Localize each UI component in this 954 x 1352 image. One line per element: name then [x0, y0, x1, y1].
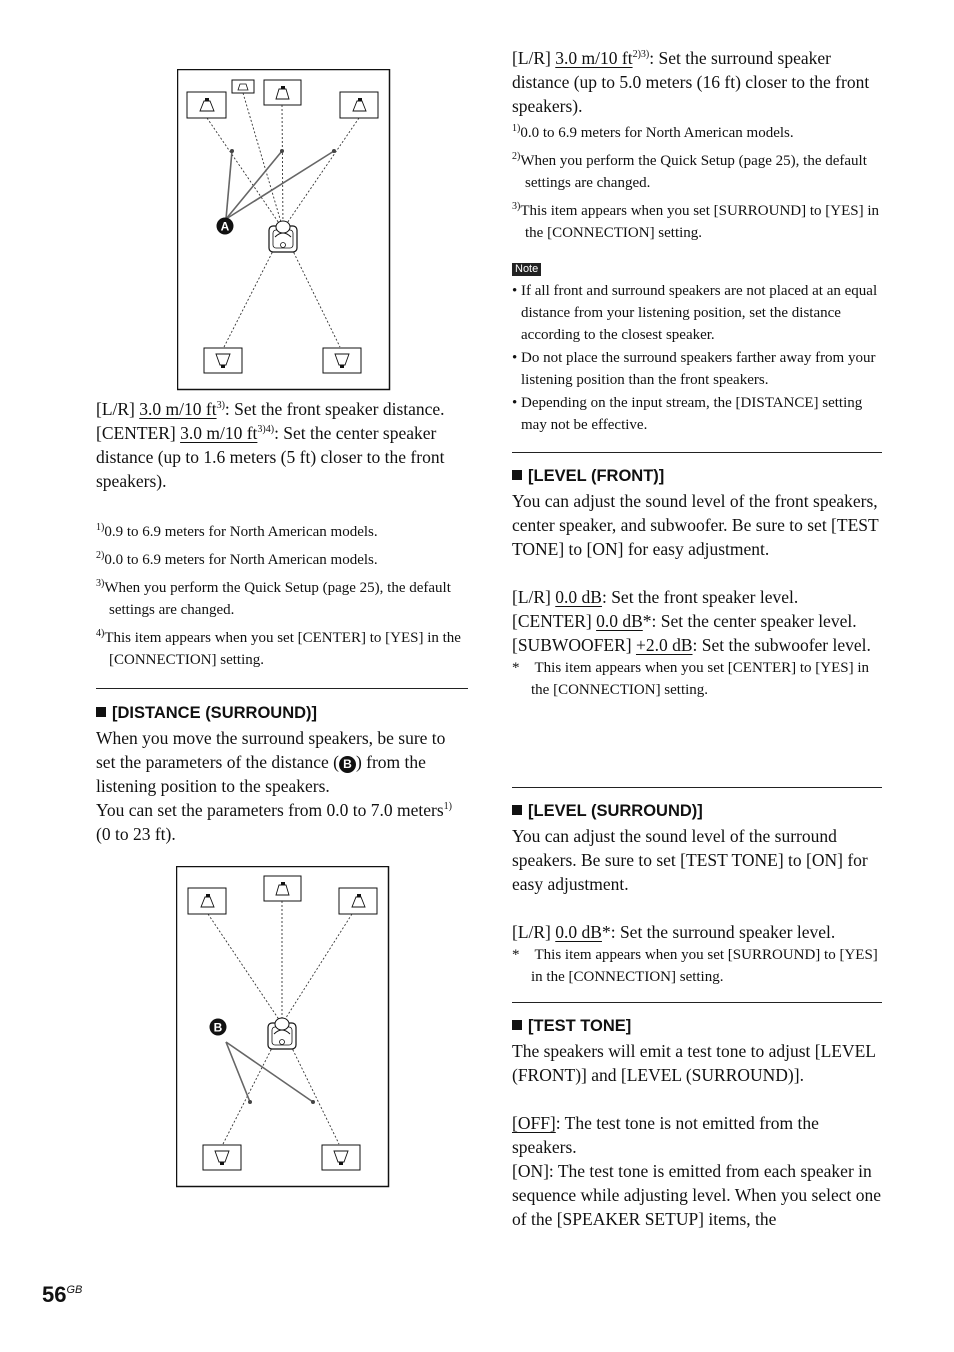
square-bullet-icon — [512, 470, 522, 480]
front-left-speaker-icon — [188, 888, 226, 914]
test-tone-off-value[interactable]: [OFF] — [512, 1113, 556, 1133]
diagram-label-a: A — [220, 219, 230, 234]
footnote: $^{1)}$0.0 to 6.9 meters for North American models. — [512, 123, 794, 141]
front-left-speaker-icon — [187, 92, 226, 118]
note-item: • Do not place the surround speakers farther away from your listening position than the front speakers. — [512, 350, 876, 388]
surround-left-speaker-icon — [204, 348, 242, 373]
diagram-label-b: B — [213, 1020, 223, 1035]
subwoofer-icon — [232, 80, 254, 93]
level-front-text: You can adjust the sound level of the front speakers, center speaker, and subwoofer. Be sure to set [TEST TONE] to [ON] for easy adjustment. [L/R] 0.0 dB: Set the front speaker level. [CENTER] 0.0 dB*: Set the center speaker level. [SUBWOOFER] +2.0 dB: Set the subwoofer level. * This item appears when you set [CENTER] to [YES] in the [CONNECTION] setting. — [512, 489, 882, 701]
subwoofer-level-value[interactable]: +2.0 dB — [635, 635, 693, 655]
front-right-speaker-icon — [339, 888, 377, 914]
section-heading-test-tone: [TEST TONE] — [512, 1015, 631, 1037]
section-heading-level-front: [LEVEL (FRONT)] — [512, 465, 664, 487]
footnote: $^{3)}$When you perform the Quick Setup (page 25), the default settings are changed. — [96, 578, 451, 618]
surround-right-speaker-icon — [323, 348, 361, 373]
level-surround-text: You can adjust the sound level of the surround speakers. Be sure to set [TEST TONE] to [ON] for easy adjustment. [L/R] 0.0 dB*: Set the surround speaker level. * This item appears when you set [SURROUND] to [YES] in the [CONNECTION] setting. — [512, 824, 882, 988]
asterisk-note: * This item appears when you set [CENTER] to [YES] in the [CONNECTION] setting. — [512, 660, 870, 698]
section-divider — [96, 688, 468, 689]
surround-left-speaker-icon — [203, 1145, 241, 1170]
listener-icon — [269, 221, 297, 252]
section-heading-level-surround: [LEVEL (SURROUND)] — [512, 800, 703, 822]
section-divider — [512, 452, 882, 453]
center-speaker-icon — [264, 876, 301, 901]
distance-surround-text: When you move the surround speakers, be sure to set the parameters of the distance ( B ) from the listening position to the speakers. You can set the parameters from 0.0 to 7.0 meters$^{1)}$ (0 to 23 ft). — [96, 728, 452, 844]
left-footnotes — [96, 521, 468, 677]
footnote: $^{2)}$0.0 to 6.9 meters for North American models. — [96, 550, 378, 568]
listener-icon — [268, 1018, 296, 1049]
footnote: $^{3)}$This item appears when you set [SURROUND] to [YES] in the [CONNECTION] setting. — [512, 201, 880, 241]
square-bullet-icon — [96, 707, 106, 717]
front-right-speaker-icon — [340, 92, 378, 118]
surround-lr-level-value[interactable]: 0.0 dB — [555, 922, 602, 942]
note-item: • Depending on the input stream, the [DISTANCE] setting may not be effective. — [512, 395, 863, 433]
speaker-diagram-surround — [176, 866, 390, 1188]
surround-distance-block: [L/R] 3.0 m/10 $ft^{2)3)}$: Set the surround speaker distance (up to 5.0 meters (16 ft) closer to the front speakers). — [512, 48, 870, 116]
footnote: $^{4)}$This item appears when you set [CENTER] to [YES] in the [CONNECTION] setting. — [96, 628, 461, 668]
footnote: $^{1)}$0.9 to 6.9 meters for North American models. — [96, 522, 378, 540]
note-badge: Note — [512, 263, 541, 276]
square-bullet-icon — [512, 1020, 522, 1030]
surround-right-speaker-icon — [322, 1145, 360, 1170]
note-list — [512, 280, 882, 437]
footnote: $^{2)}$When you perform the Quick Setup (page 25), the default settings are changed. — [512, 151, 867, 191]
circled-b-icon: B — [339, 756, 356, 773]
front-lr-distance-value[interactable]: 3.0 m/10 ft — [139, 399, 217, 419]
center-distance-value[interactable]: 3.0 m/10 ft — [180, 423, 258, 443]
front-lr-level-value[interactable]: 0.0 dB — [555, 587, 602, 607]
square-bullet-icon — [512, 805, 522, 815]
speaker-diagram-front — [177, 69, 391, 391]
right-footnotes — [512, 122, 882, 250]
front-distance-block: [L/R] 3.0 m/10 $ft^{3)}$: Set the front speaker distance. [CENTER] 3.0 m/10 $ft^{3)4)}$: Set the center speaker distance (up to 1.6 meters (5 ft) closer to the front speakers). — [96, 399, 445, 491]
center-speaker-icon — [264, 80, 301, 105]
surround-lr-distance-value[interactable]: 3.0 m/10 ft — [555, 48, 633, 68]
center-level-value[interactable]: 0.0 dB — [596, 611, 643, 631]
section-heading-distance-surround: [DISTANCE (SURROUND)] — [96, 702, 317, 724]
section-divider — [512, 1002, 882, 1003]
section-divider — [512, 787, 882, 788]
test-tone-text: The speakers will emit a test tone to adjust [LEVEL (FRONT)] and [LEVEL (SURROUND)]. [OFF]: The test tone is not emitted from the speakers. [ON]: The test tone is emitted from each speaker in sequence while adjusting level. When you select one of the [SPEAKER SETUP] items, the — [512, 1041, 882, 1229]
asterisk-note: * This item appears when you set [SURROUND] to [YES] in the [CONNECTION] setting. — [512, 947, 878, 985]
note-item: • If all front and surround speakers are not placed at an equal distance from your listening position, set the distance according to the closest speaker. — [512, 283, 878, 343]
page-number: $56^{GB}$ — [42, 1282, 83, 1307]
